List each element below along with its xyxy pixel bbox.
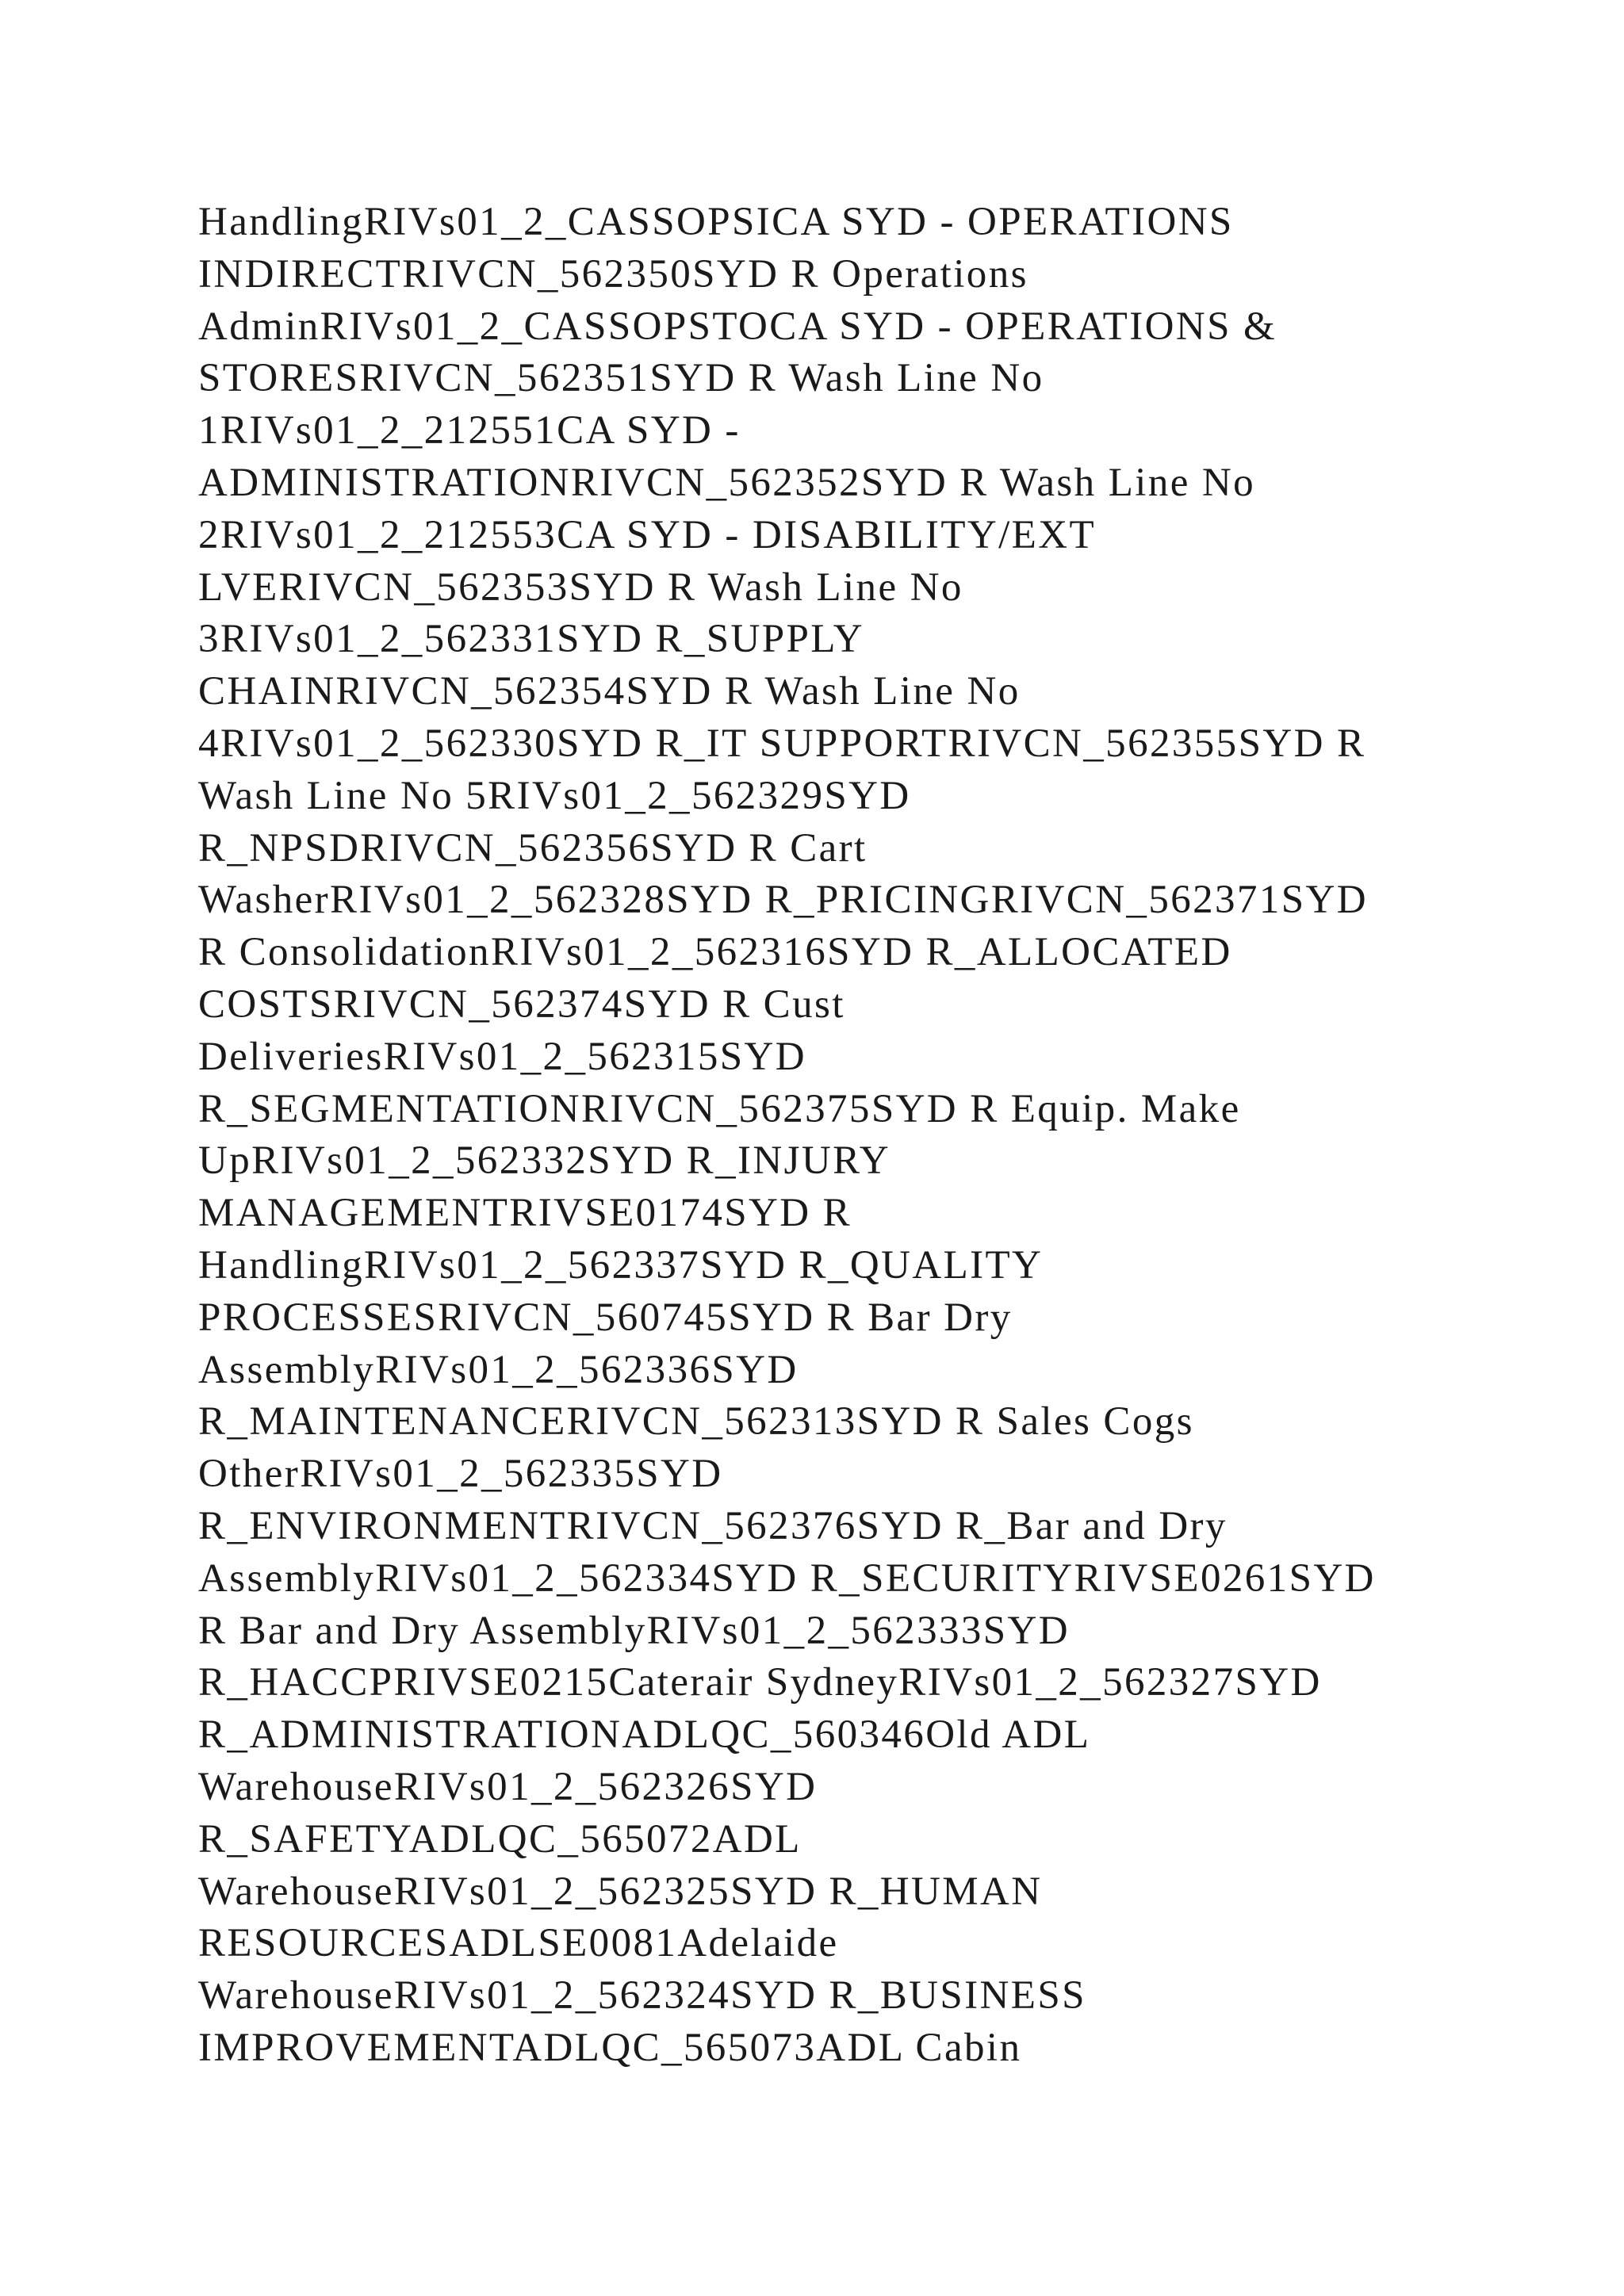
text-line: DeliveriesRIVs01_2_562315SYD <box>198 1034 806 1079</box>
text-line: AssemblyRIVs01_2_562334SYD R_SECURITYRIVSE0261SYD <box>198 1556 1376 1601</box>
text-line: RESOURCESADLSE0081Adelaide <box>198 1921 839 1966</box>
text-line: 3RIVs01_2_562331SYD R_SUPPLY <box>198 617 864 662</box>
text-line: WasherRIVs01_2_562328SYD R_PRICINGRIVCN_562371SYD <box>198 878 1368 923</box>
text-line: ADMINISTRATIONRIVCN_562352SYD R Wash Line No <box>198 460 1256 505</box>
text-line: R_ADMINISTRATIONADLQC_560346Old ADL <box>198 1712 1091 1758</box>
text-line: WarehouseRIVs01_2_562326SYD <box>198 1764 818 1809</box>
text-line: LVERIVCN_562353SYD R Wash Line No <box>198 564 963 610</box>
text-line: 1RIVs01_2_212551CA SYD - <box>198 408 741 453</box>
text-line: OtherRIVs01_2_562335SYD <box>198 1452 723 1497</box>
body-text <box>198 197 1499 2075</box>
text-line: INDIRECTRIVCN_562350SYD R Operations <box>198 251 1028 297</box>
text-line: UpRIVs01_2_562332SYD R_INJURY <box>198 1138 891 1184</box>
text-line: R_ENVIRONMENTRIVCN_562376SYD R_Bar and Dry <box>198 1503 1228 1548</box>
text-line: AdminRIVs01_2_CASSOPSTOCA SYD - OPERATIONS & <box>198 304 1277 349</box>
text-line: 4RIVs01_2_562330SYD R_IT SUPPORTRIVCN_562355SYD R <box>198 721 1366 766</box>
text-line: HandlingRIVs01_2_CASSOPSICA SYD - OPERATIONS <box>198 200 1234 244</box>
text-line: WarehouseRIVs01_2_562325SYD R_HUMAN <box>198 1869 1043 1914</box>
text-line: R_SAFETYADLQC_565072ADL <box>198 1816 802 1862</box>
text-line: R_NPSDRIVCN_562356SYD R Cart <box>198 825 868 871</box>
text-line: R_HACCPRIVSE0215Caterair SydneyRIVs01_2_562327SYD <box>198 1660 1322 1705</box>
text-line: R ConsolidationRIVs01_2_562316SYD R_ALLOCATED <box>198 930 1232 975</box>
text-line: Wash Line No 5RIVs01_2_562329SYD <box>198 773 911 818</box>
text-line: R_SEGMENTATIONRIVCN_562375SYD R Equip. Make <box>198 1086 1241 1131</box>
text-line: AssemblyRIVs01_2_562336SYD <box>198 1347 799 1392</box>
text-line: R Bar and Dry AssemblyRIVs01_2_562333SYD <box>198 1608 1070 1653</box>
text-line: CHAINRIVCN_562354SYD R Wash Line No <box>198 669 1021 714</box>
text-line: HandlingRIVs01_2_562337SYD R_QUALITY <box>198 1242 1044 1288</box>
text-line: 2RIVs01_2_212553CA SYD - DISABILITY/EXT <box>198 512 1097 557</box>
text-line: COSTSRIVCN_562374SYD R Cust <box>198 982 845 1027</box>
text-line: PROCESSESRIVCN_560745SYD R Bar Dry <box>198 1295 1013 1340</box>
text-line: STORESRIVCN_562351SYD R Wash Line No <box>198 356 1044 401</box>
text-line: WarehouseRIVs01_2_562324SYD R_BUSINESS <box>198 1973 1086 2019</box>
text-line: R_MAINTENANCERIVCN_562313SYD R Sales Cogs <box>198 1399 1194 1445</box>
text-line: MANAGEMENTRIVSE0174SYD R <box>198 1191 852 1236</box>
text-line: IMPROVEMENTADLQC_565073ADL Cabin <box>198 2025 1022 2070</box>
